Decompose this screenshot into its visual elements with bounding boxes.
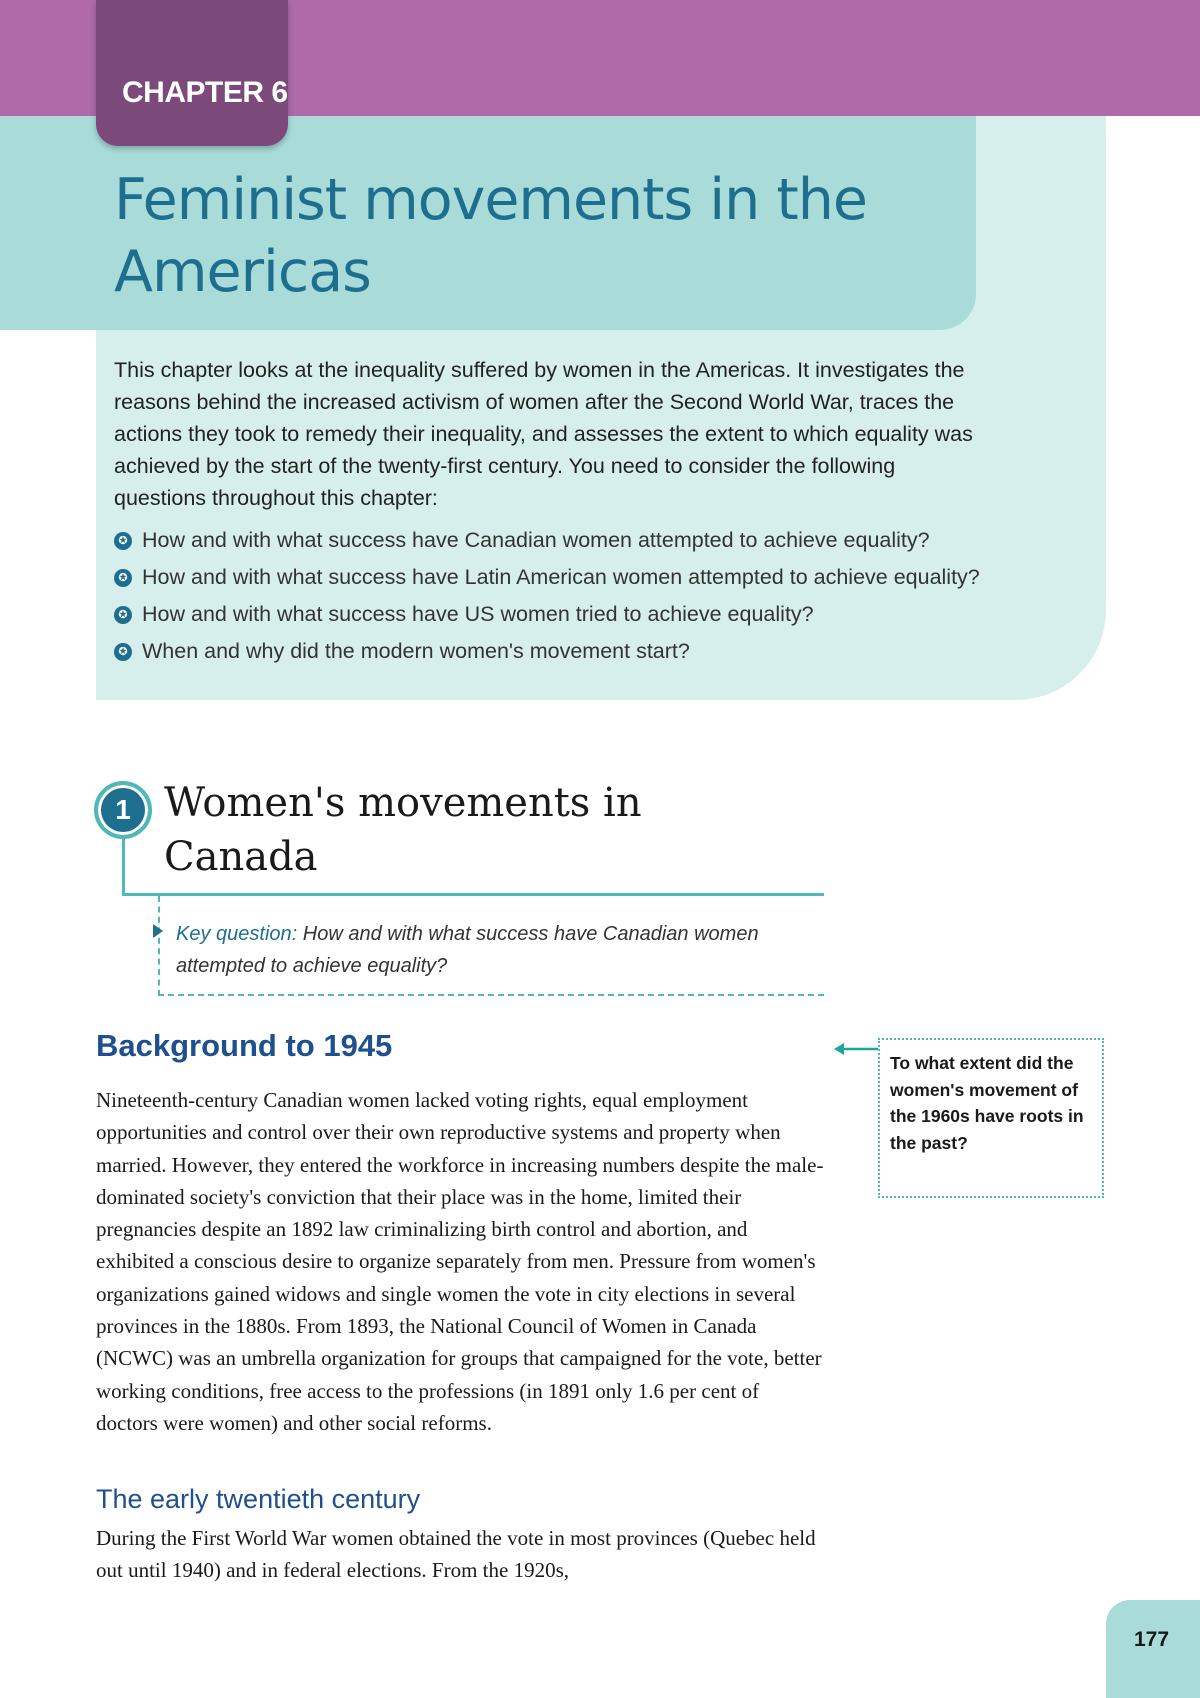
star-circle-icon: ✪ [114,606,132,624]
sidebar-note: To what extent did the women's movement of the 1960s have roots in the past? [890,1053,1084,1153]
question-text: When and why did the modern women's movement start? [142,639,690,663]
list-item [114,522,1004,559]
key-question [176,918,806,982]
section-number-badge: 1 [94,781,152,839]
star-circle-icon: ✪ [114,569,132,587]
chapter-tab [96,0,288,146]
key-question-label: Key question: [176,923,298,945]
background-paragraph: Nineteenth-century Canadian women lacked voting rights, equal employment opportunities and control over their own reproductive systems and property when married. However, they entered the workforce in increasing numbers despite the male-dominated society's conviction that their place was in the home, limited their pregnancies despite an 1892 law criminalizing birth control and abortion, and exhibited a conscious desire to organize separately from men. Pressure from women's organizations gained widows and single women the vote in city elections in several provinces in the 1880s. From 1893, the National Council of Women in Canada (NCWC) was an umbrella organization for groups that campaigned for the vote, better working conditions, free access to the professions (in 1891 only 1.6 per cent of doctors were women) and other social reforms. [96,1088,824,1435]
intro-paragraph: This chapter looks at the inequality suffered by women in the Americas. It investigates the reasons behind the increased activism of women after the Second World War, traces the actions they took to remedy their inequality, and assesses the extent to which equality was achieved by the start of the twenty-first century. You need to consider the following questions throughout this chapter: [114,358,973,510]
key-question-text: How and with what success have Canadian women attempted to achieve equality? [176,923,759,977]
list-item [114,633,1004,670]
section-title: Women's movements in Canada [164,780,642,880]
star-circle-icon: ✪ [114,643,132,661]
section-rule-vertical [122,838,125,896]
list-item [114,596,1004,633]
list-item [114,559,1004,596]
question-text: How and with what success have Canadian women attempted to achieve equality? [142,528,930,552]
chapter-title: Feminist movements in the Americas [114,167,867,305]
background-heading: Background to 1945 [96,1028,393,1063]
early-twentieth-paragraph: During the First World War women obtained the vote in most provinces (Quebec held out until 1940) and in federal elections. From the 1920s, [96,1526,816,1583]
early-twentieth-heading: The early twentieth century [96,1484,421,1514]
triangle-arrow-icon [153,924,163,938]
star-circle-icon: ✪ [114,532,132,550]
chapter-questions-list [114,522,1004,670]
left-arrow-icon [834,1042,880,1056]
chapter-label: CHAPTER 6 [122,76,288,109]
question-text: How and with what success have US women tried to achieve equality? [142,602,814,626]
page-number: 177 [1134,1628,1170,1651]
question-text: How and with what success have Latin American women attempted to achieve equality? [142,565,980,589]
